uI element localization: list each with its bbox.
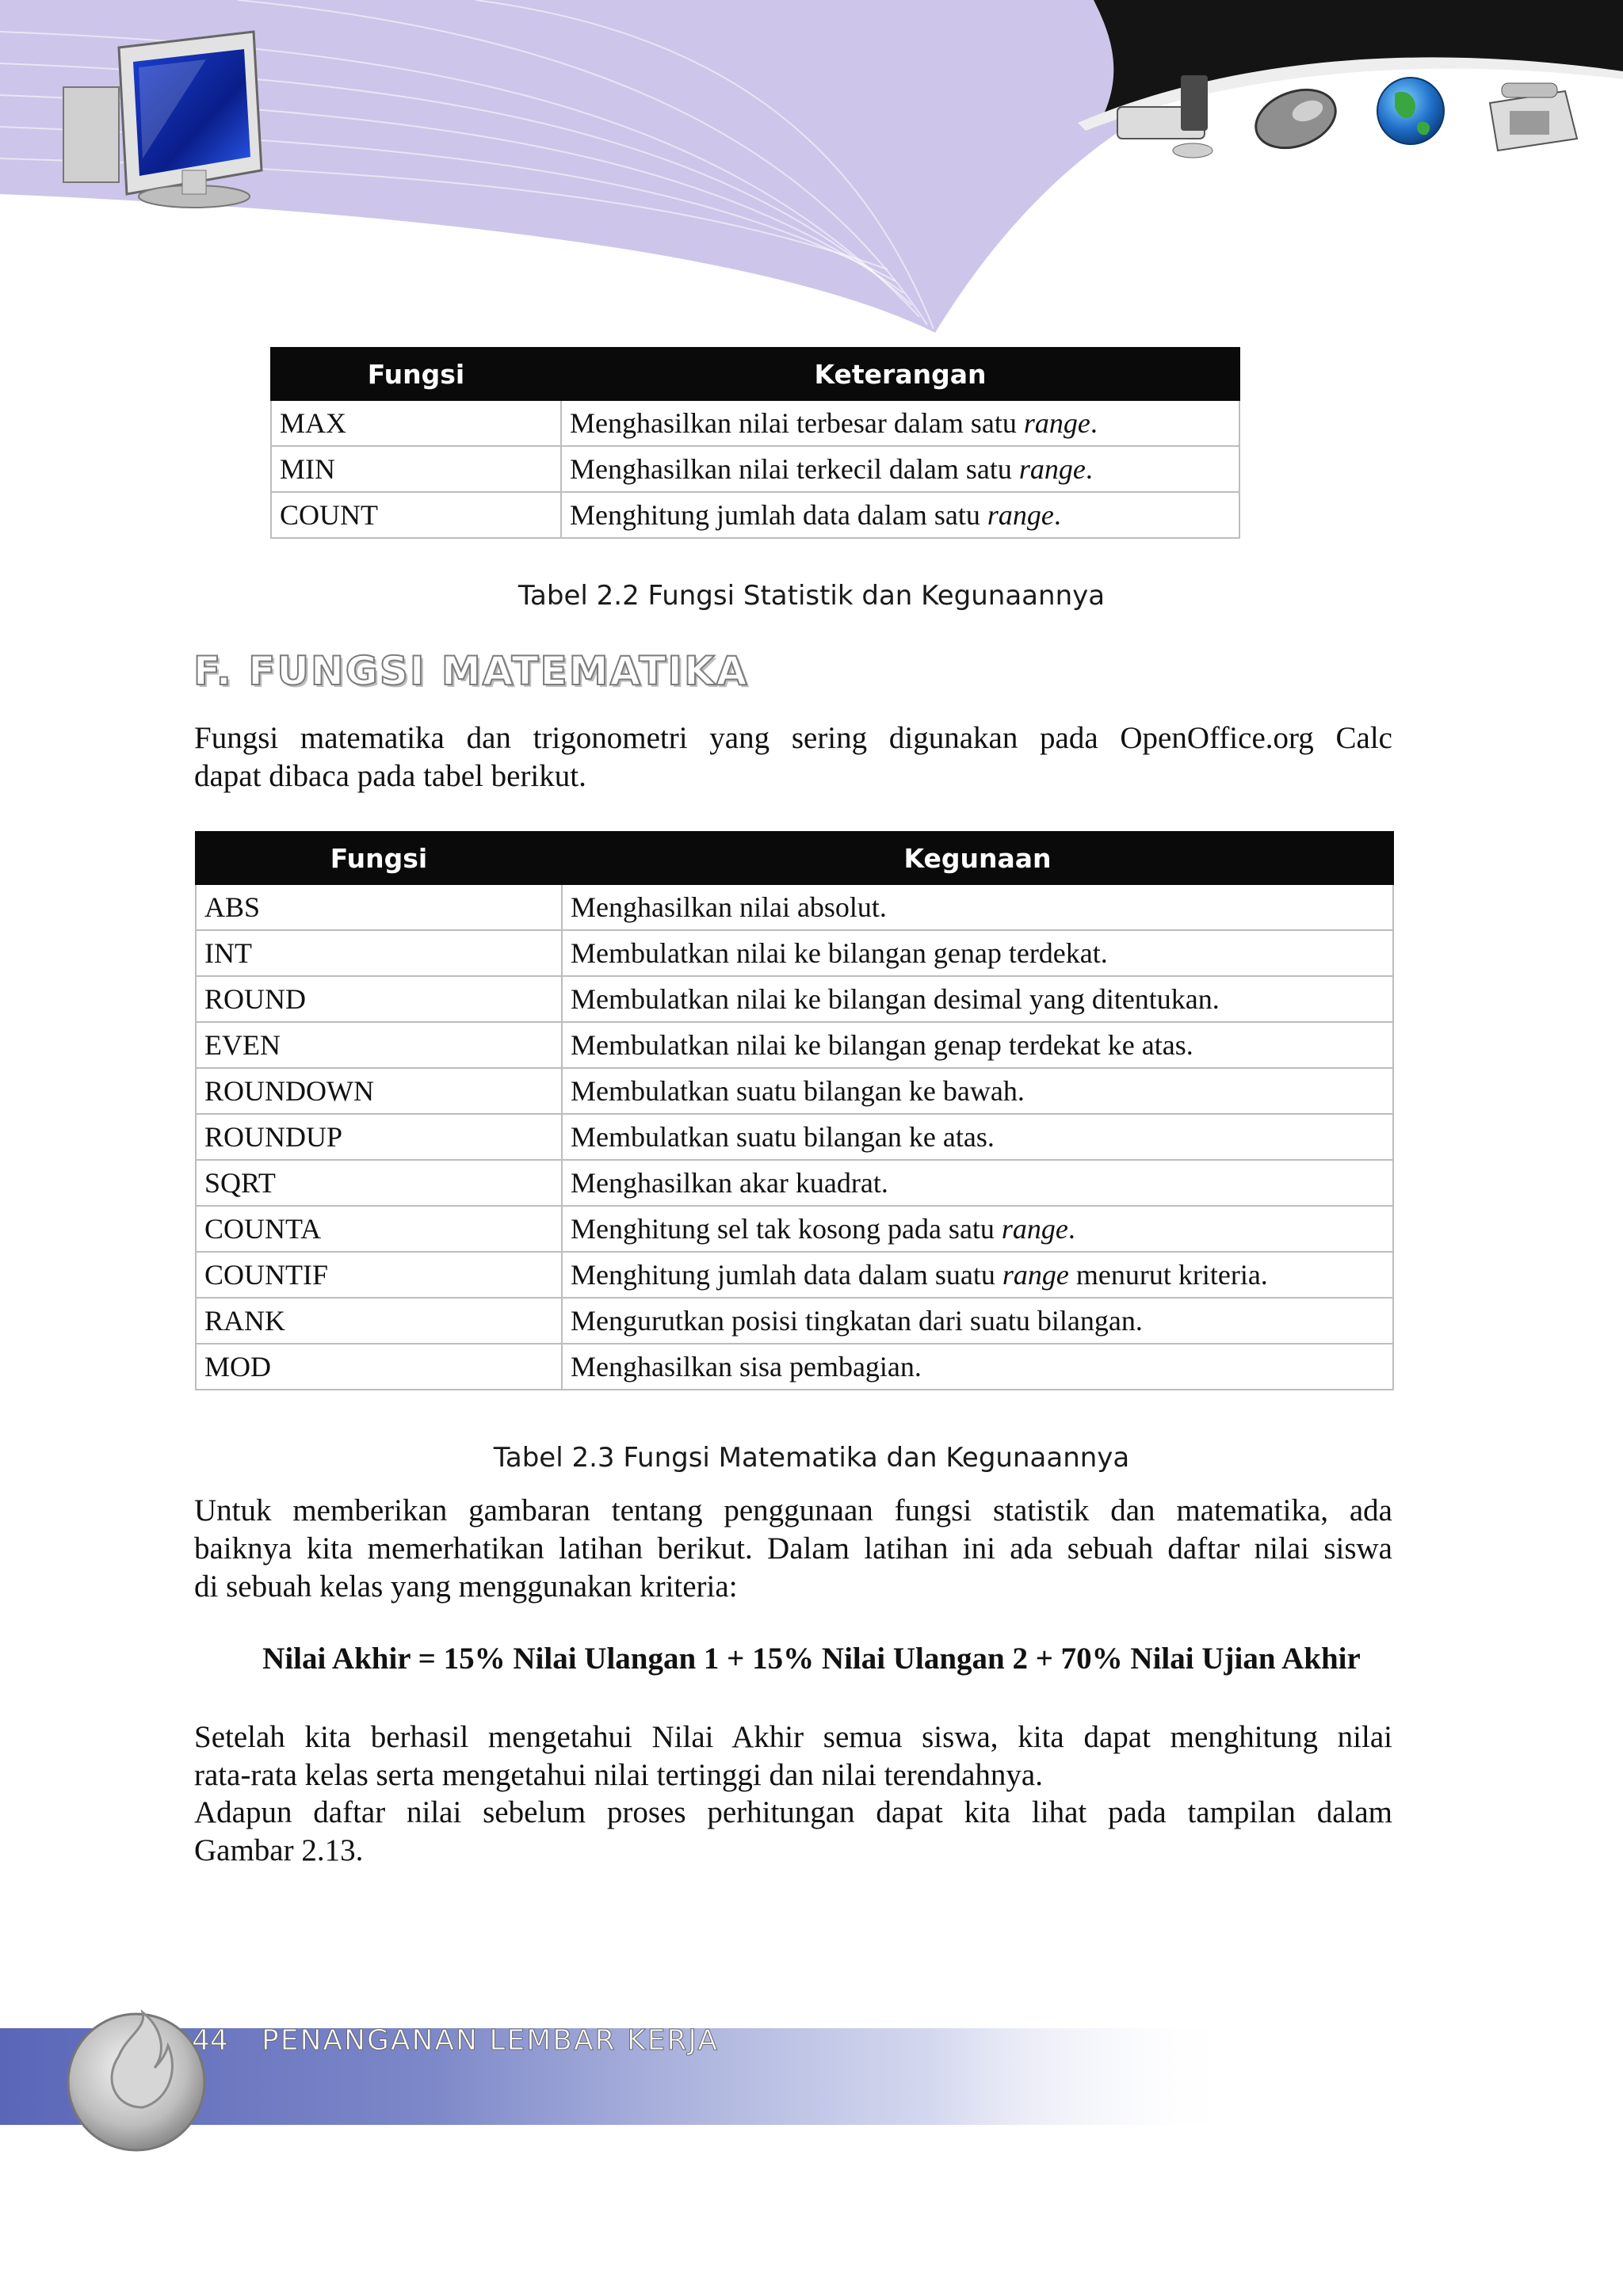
function-name-cell: MIN <box>271 446 561 492</box>
function-name-cell: ROUND <box>196 976 562 1022</box>
function-description-cell: Membulatkan suatu bilangan ke bawah. <box>562 1068 1393 1114</box>
table-header-row <box>196 832 1393 884</box>
column-header-fungsi: Fungsi <box>271 348 561 400</box>
table-row <box>196 1344 1393 1390</box>
column-header-fungsi: Fungsi <box>196 832 562 884</box>
function-name-cell: MOD <box>196 1344 562 1390</box>
page-header-decoration <box>0 0 1623 357</box>
table-row <box>271 446 1239 492</box>
function-name-cell: COUNTA <box>196 1206 562 1252</box>
function-name-cell: ROUNDOWN <box>196 1068 562 1114</box>
function-name-cell: INT <box>196 930 562 976</box>
telephone-icon <box>1490 83 1577 151</box>
paragraph-line: di sebuah kelas yang menggunakan kriteria: <box>194 1569 738 1604</box>
function-description-cell: Menghasilkan sisa pembagian. <box>562 1344 1393 1390</box>
function-description-cell: Menghasilkan nilai absolut. <box>562 884 1393 930</box>
function-name-cell: ABS <box>196 884 562 930</box>
paragraph-line: dapat dibaca pada tabel berikut. <box>194 759 586 793</box>
statistics-functions-table <box>270 347 1240 539</box>
function-description-cell: Menghasilkan akar kuadrat. <box>562 1160 1393 1206</box>
table-row <box>271 400 1239 446</box>
globe-icon <box>1377 78 1444 144</box>
math-functions-table <box>195 831 1394 1390</box>
table-row <box>196 1068 1393 1114</box>
function-description-cell: Membulatkan nilai ke bilangan desimal yang ditentukan. <box>562 976 1393 1022</box>
cd-disc-icon <box>68 2012 204 2150</box>
page-footer <box>0 1981 1623 2179</box>
column-header-kegunaan: Kegunaan <box>562 832 1393 884</box>
section-title: F. FUNGSI MATEMATIKA <box>193 648 749 694</box>
function-description-cell: Menghasilkan nilai terbesar dalam satu range. <box>561 400 1239 446</box>
figure-reference-paragraph <box>194 1794 1392 1870</box>
function-name-cell: SQRT <box>196 1160 562 1206</box>
table-row <box>271 492 1239 538</box>
mouse-icon <box>1248 79 1344 158</box>
paragraph-line: Setelah kita berhasil mengetahui Nilai Akhir semua siswa, kita dapat menghitung nilai <box>194 1720 1392 1754</box>
function-description-cell: Mengurutkan posisi tingkatan dari suatu bilangan. <box>562 1298 1393 1344</box>
table-row <box>196 1206 1393 1252</box>
function-description-cell: Menghitung sel tak kosong pada satu range. <box>562 1206 1393 1252</box>
function-description-cell: Membulatkan nilai ke bilangan genap terdekat. <box>562 930 1393 976</box>
table-row <box>196 1298 1393 1344</box>
table-row <box>196 884 1393 930</box>
table-header-row <box>271 348 1239 400</box>
exercise-paragraph <box>194 1492 1392 1606</box>
final-score-formula: Nilai Akhir = 15% Nilai Ulangan 1 + 15% Nilai Ulangan 2 + 70% Nilai Ujian Akhir <box>262 1642 1361 1676</box>
intro-paragraph <box>194 719 1392 795</box>
table-row <box>196 1252 1393 1298</box>
function-description-cell: Membulatkan nilai ke bilangan genap terdekat ke atas. <box>562 1022 1393 1068</box>
table-row <box>196 976 1393 1022</box>
paragraph-line: Untuk memberikan gambaran tentang penggunaan fungsi statistik dan matematika, ada <box>194 1493 1392 1527</box>
paragraph-line: Adapun daftar nilai sebelum proses perhitungan dapat kita lihat pada tampilan dalam <box>194 1795 1392 1829</box>
function-description-cell: Menghitung jumlah data dalam satu range. <box>561 492 1239 538</box>
table-row <box>196 1114 1393 1160</box>
table-row <box>196 1160 1393 1206</box>
paragraph-line: baiknya kita memerhatikan latihan berikut. Dalam latihan ini ada sebuah daftar nilai siswa <box>194 1531 1392 1566</box>
paragraph-line: Gambar 2.13. <box>194 1833 364 1867</box>
table-row <box>196 930 1393 976</box>
function-description-cell: Menghitung jumlah data dalam suatu range menurut kriteria. <box>562 1252 1393 1298</box>
function-name-cell: EVEN <box>196 1022 562 1068</box>
chapter-title: PENANGANAN LEMBAR KERJA <box>262 2024 720 2057</box>
function-description-cell: Menghasilkan nilai terkecil dalam satu range. <box>561 446 1239 492</box>
paragraph-line: rata-rata kelas serta mengetahui nilai tertinggi dan nilai terendahnya. <box>194 1758 1043 1792</box>
table-row <box>196 1022 1393 1068</box>
function-description-cell: Membulatkan suatu bilangan ke atas. <box>562 1114 1393 1160</box>
table-caption-2-3: Tabel 2.3 Fungsi Matematika dan Kegunaannya <box>493 1442 1130 1474</box>
column-header-keterangan: Keterangan <box>561 348 1239 400</box>
function-name-cell: COUNT <box>271 492 561 538</box>
function-name-cell: COUNTIF <box>196 1252 562 1298</box>
paragraph-line: Fungsi matematika dan trigonometri yang sering digunakan pada OpenOffice.org Calc <box>194 721 1392 755</box>
table-caption-2-2: Tabel 2.2 Fungsi Statistik dan Kegunaannya <box>517 580 1106 612</box>
function-name-cell: RANK <box>196 1298 562 1344</box>
result-paragraph <box>194 1718 1392 1794</box>
page-number: 44 <box>192 2024 228 2057</box>
function-name-cell: MAX <box>271 400 561 446</box>
function-name-cell: ROUNDUP <box>196 1114 562 1160</box>
